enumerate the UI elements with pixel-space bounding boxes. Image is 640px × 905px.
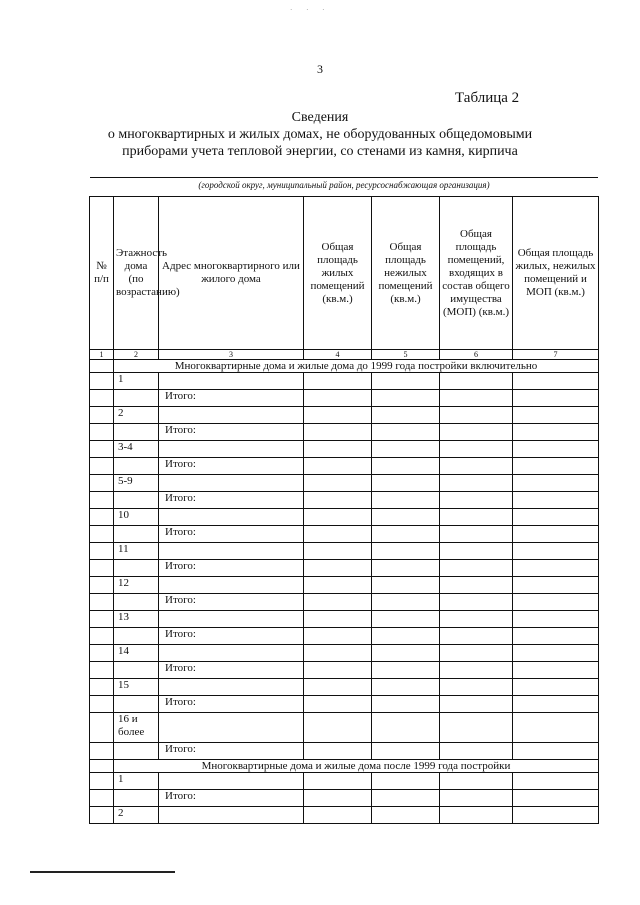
floor-category: 14 bbox=[114, 645, 159, 662]
row-number-cell bbox=[90, 373, 114, 390]
row-number-cell bbox=[90, 611, 114, 628]
floor-cell-empty bbox=[114, 560, 159, 577]
row-number-cell bbox=[90, 577, 114, 594]
total-row bbox=[90, 594, 599, 611]
data-cell bbox=[440, 628, 513, 645]
page-number: 3 bbox=[317, 62, 323, 76]
row-number-cell bbox=[90, 628, 114, 645]
column-number: 3 bbox=[159, 350, 304, 360]
data-cell bbox=[513, 441, 599, 458]
total-label: Итого: bbox=[159, 458, 304, 475]
data-cell bbox=[304, 424, 372, 441]
total-label: Итого: bbox=[159, 560, 304, 577]
data-cell bbox=[513, 773, 599, 790]
row-number-cell bbox=[90, 645, 114, 662]
data-cell bbox=[372, 577, 440, 594]
floor-row bbox=[90, 645, 599, 662]
data-cell bbox=[440, 773, 513, 790]
data-cell bbox=[513, 475, 599, 492]
data-cell bbox=[440, 526, 513, 543]
data-cell bbox=[304, 577, 372, 594]
data-cell bbox=[304, 543, 372, 560]
column-number-row bbox=[90, 350, 599, 360]
data-cell bbox=[372, 509, 440, 526]
header-floors: Этажность дома (по возрастанию) bbox=[114, 197, 159, 350]
header-number: № п/п bbox=[90, 197, 114, 350]
data-cell bbox=[304, 807, 372, 824]
data-cell bbox=[440, 611, 513, 628]
data-cell bbox=[304, 560, 372, 577]
data-cell bbox=[513, 628, 599, 645]
row-number-cell bbox=[90, 713, 114, 743]
row-number-cell bbox=[90, 790, 114, 807]
header-address: Адрес многоквартирного или жилого дома bbox=[159, 197, 304, 350]
data-cell bbox=[159, 611, 304, 628]
data-cell bbox=[440, 696, 513, 713]
floor-category: 3-4 bbox=[114, 441, 159, 458]
column-number: 7 bbox=[513, 350, 599, 360]
data-cell bbox=[513, 577, 599, 594]
floor-cell-empty bbox=[114, 696, 159, 713]
row-number-cell bbox=[90, 458, 114, 475]
data-cell bbox=[159, 773, 304, 790]
floor-row bbox=[90, 475, 599, 492]
column-number: 1 bbox=[90, 350, 114, 360]
data-cell bbox=[513, 696, 599, 713]
data-cell bbox=[513, 458, 599, 475]
floor-cell-empty bbox=[114, 743, 159, 760]
header-residential-area: Общая площадь жилых помещений (кв.м.) bbox=[304, 197, 372, 350]
data-cell bbox=[372, 611, 440, 628]
data-cell bbox=[440, 407, 513, 424]
data-cell bbox=[159, 509, 304, 526]
data-cell bbox=[159, 679, 304, 696]
column-number: 2 bbox=[114, 350, 159, 360]
floor-cell-empty bbox=[114, 458, 159, 475]
floor-cell-empty bbox=[114, 492, 159, 509]
floor-cell-empty bbox=[114, 628, 159, 645]
data-cell bbox=[513, 390, 599, 407]
floor-row bbox=[90, 713, 599, 743]
row-number-cell bbox=[90, 492, 114, 509]
total-label: Итого: bbox=[159, 390, 304, 407]
floor-category: 15 bbox=[114, 679, 159, 696]
section-number-cell bbox=[90, 760, 114, 773]
data-cell bbox=[304, 790, 372, 807]
total-label: Итого: bbox=[159, 662, 304, 679]
data-cell bbox=[159, 713, 304, 743]
data-cell bbox=[304, 743, 372, 760]
floor-row bbox=[90, 773, 599, 790]
data-cell bbox=[304, 611, 372, 628]
row-number-cell bbox=[90, 424, 114, 441]
total-label: Итого: bbox=[159, 424, 304, 441]
data-cell bbox=[440, 509, 513, 526]
document-subtitle-line-1: о многоквартирных и жилых домах, не оборудованных общедомовыми bbox=[107, 127, 533, 142]
data-cell bbox=[159, 407, 304, 424]
data-cell bbox=[372, 441, 440, 458]
data-cell bbox=[304, 407, 372, 424]
total-label: Итого: bbox=[159, 594, 304, 611]
floor-category: 5-9 bbox=[114, 475, 159, 492]
data-cell bbox=[440, 373, 513, 390]
data-cell bbox=[513, 611, 599, 628]
data-cell bbox=[513, 543, 599, 560]
floor-category: 1 bbox=[114, 373, 159, 390]
row-number-cell bbox=[90, 679, 114, 696]
data-cell bbox=[372, 475, 440, 492]
data-cell bbox=[304, 645, 372, 662]
data-cell bbox=[440, 807, 513, 824]
header-total-area: Общая площадь жилых, нежилых помещений и МОП (кв.м.) bbox=[513, 197, 599, 350]
data-cell bbox=[372, 645, 440, 662]
data-cell bbox=[372, 628, 440, 645]
data-cell bbox=[372, 543, 440, 560]
data-cell bbox=[304, 773, 372, 790]
total-row bbox=[90, 526, 599, 543]
data-cell bbox=[513, 679, 599, 696]
data-cell bbox=[159, 373, 304, 390]
floor-cell-empty bbox=[114, 390, 159, 407]
data-cell bbox=[440, 679, 513, 696]
data-cell bbox=[372, 773, 440, 790]
data-cell bbox=[440, 790, 513, 807]
data-cell bbox=[440, 594, 513, 611]
total-row bbox=[90, 696, 599, 713]
data-cell bbox=[304, 492, 372, 509]
data-cell bbox=[440, 743, 513, 760]
data-cell bbox=[513, 743, 599, 760]
data-cell bbox=[304, 441, 372, 458]
scan-artifact: · · · bbox=[290, 6, 331, 14]
data-cell bbox=[513, 373, 599, 390]
data-cell bbox=[304, 509, 372, 526]
floor-row bbox=[90, 679, 599, 696]
total-row bbox=[90, 560, 599, 577]
floor-category: 2 bbox=[114, 407, 159, 424]
data-cell bbox=[513, 560, 599, 577]
footer-rule bbox=[30, 871, 175, 873]
data-cell bbox=[159, 645, 304, 662]
data-cell bbox=[513, 807, 599, 824]
total-label: Итого: bbox=[159, 743, 304, 760]
data-cell bbox=[440, 424, 513, 441]
row-number-cell bbox=[90, 743, 114, 760]
total-row bbox=[90, 662, 599, 679]
data-cell bbox=[372, 390, 440, 407]
row-number-cell bbox=[90, 807, 114, 824]
total-row bbox=[90, 790, 599, 807]
data-cell bbox=[159, 543, 304, 560]
row-number-cell bbox=[90, 407, 114, 424]
data-cell bbox=[159, 475, 304, 492]
data-cell bbox=[372, 424, 440, 441]
data-cell bbox=[440, 662, 513, 679]
section-title: Многоквартирные дома и жилые дома после 1999 года постройки bbox=[114, 760, 599, 773]
floor-cell-empty bbox=[114, 526, 159, 543]
total-row bbox=[90, 492, 599, 509]
header-common-area: Общая площадь помещений, входящих в состав общего имущества (МОП) (кв.м.) bbox=[440, 197, 513, 350]
floor-category: 13 bbox=[114, 611, 159, 628]
column-number: 5 bbox=[372, 350, 440, 360]
data-cell bbox=[372, 743, 440, 760]
data-cell bbox=[513, 407, 599, 424]
data-cell bbox=[440, 645, 513, 662]
data-cell bbox=[440, 560, 513, 577]
floor-row bbox=[90, 611, 599, 628]
data-cell bbox=[372, 807, 440, 824]
data-cell bbox=[440, 713, 513, 743]
total-label: Итого: bbox=[159, 696, 304, 713]
data-cell bbox=[372, 526, 440, 543]
floor-row bbox=[90, 407, 599, 424]
row-number-cell bbox=[90, 526, 114, 543]
total-label: Итого: bbox=[159, 526, 304, 543]
row-number-cell bbox=[90, 594, 114, 611]
data-cell bbox=[513, 509, 599, 526]
data-cell bbox=[372, 662, 440, 679]
floor-category: 2 bbox=[114, 807, 159, 824]
floor-row bbox=[90, 807, 599, 824]
section-row bbox=[90, 760, 599, 773]
total-label: Итого: bbox=[159, 790, 304, 807]
data-cell bbox=[304, 628, 372, 645]
floor-cell-empty bbox=[114, 790, 159, 807]
data-cell bbox=[372, 679, 440, 696]
row-number-cell bbox=[90, 441, 114, 458]
floor-category: 1 bbox=[114, 773, 159, 790]
header-row bbox=[90, 197, 599, 350]
row-number-cell bbox=[90, 390, 114, 407]
table-label: Таблица 2 bbox=[455, 90, 520, 106]
row-number-cell bbox=[90, 509, 114, 526]
floor-row bbox=[90, 509, 599, 526]
row-number-cell bbox=[90, 662, 114, 679]
data-cell bbox=[372, 407, 440, 424]
section-number-cell bbox=[90, 360, 114, 373]
data-cell bbox=[372, 594, 440, 611]
data-cell bbox=[304, 475, 372, 492]
data-cell bbox=[304, 594, 372, 611]
document-subtitle-line-2: приборами учета тепловой энергии, со стенами из камня, кирпича bbox=[122, 144, 518, 159]
data-cell bbox=[440, 543, 513, 560]
section-row bbox=[90, 360, 599, 373]
data-cell bbox=[159, 807, 304, 824]
total-row bbox=[90, 628, 599, 645]
floor-row bbox=[90, 577, 599, 594]
org-caption: (городской округ, муниципальный район, ресурсоснабжающая организация) bbox=[198, 180, 490, 190]
floor-category: 16 и более bbox=[114, 713, 159, 743]
total-label: Итого: bbox=[159, 492, 304, 509]
data-cell bbox=[372, 492, 440, 509]
floor-category: 12 bbox=[114, 577, 159, 594]
row-number-cell bbox=[90, 560, 114, 577]
data-cell bbox=[304, 526, 372, 543]
data-cell bbox=[372, 713, 440, 743]
document-title: Сведения bbox=[291, 110, 349, 125]
data-cell bbox=[372, 790, 440, 807]
total-row bbox=[90, 458, 599, 475]
data-cell bbox=[440, 390, 513, 407]
row-number-cell bbox=[90, 773, 114, 790]
data-cell bbox=[159, 577, 304, 594]
data-cell bbox=[513, 492, 599, 509]
total-label: Итого: bbox=[159, 628, 304, 645]
data-cell bbox=[304, 679, 372, 696]
floor-row bbox=[90, 441, 599, 458]
data-table bbox=[89, 196, 599, 824]
data-cell bbox=[372, 458, 440, 475]
data-cell bbox=[440, 458, 513, 475]
floor-category: 10 bbox=[114, 509, 159, 526]
total-row bbox=[90, 424, 599, 441]
data-cell bbox=[304, 390, 372, 407]
data-cell bbox=[440, 577, 513, 594]
data-cell bbox=[513, 526, 599, 543]
data-cell bbox=[513, 662, 599, 679]
floor-row bbox=[90, 543, 599, 560]
section-title: Многоквартирные дома и жилые дома до 1999 года постройки включительно bbox=[114, 360, 599, 373]
data-cell bbox=[513, 645, 599, 662]
data-cell bbox=[513, 790, 599, 807]
data-cell bbox=[304, 662, 372, 679]
row-number-cell bbox=[90, 475, 114, 492]
data-cell bbox=[372, 373, 440, 390]
data-cell bbox=[372, 560, 440, 577]
row-number-cell bbox=[90, 696, 114, 713]
floor-row bbox=[90, 373, 599, 390]
floor-cell-empty bbox=[114, 594, 159, 611]
data-cell bbox=[372, 696, 440, 713]
data-cell bbox=[513, 594, 599, 611]
column-number: 6 bbox=[440, 350, 513, 360]
org-fill-line bbox=[90, 177, 598, 178]
header-nonresidential-area: Общая площадь нежилых помещений (кв.м.) bbox=[372, 197, 440, 350]
data-cell bbox=[159, 441, 304, 458]
data-cell bbox=[440, 475, 513, 492]
total-row bbox=[90, 390, 599, 407]
data-cell bbox=[304, 373, 372, 390]
floor-cell-empty bbox=[114, 424, 159, 441]
data-cell bbox=[440, 492, 513, 509]
data-cell bbox=[304, 696, 372, 713]
data-cell bbox=[440, 441, 513, 458]
row-number-cell bbox=[90, 543, 114, 560]
floor-cell-empty bbox=[114, 662, 159, 679]
total-row bbox=[90, 743, 599, 760]
data-cell bbox=[304, 713, 372, 743]
floor-category: 11 bbox=[114, 543, 159, 560]
data-cell bbox=[304, 458, 372, 475]
column-number: 4 bbox=[304, 350, 372, 360]
data-cell bbox=[513, 713, 599, 743]
data-cell bbox=[513, 424, 599, 441]
